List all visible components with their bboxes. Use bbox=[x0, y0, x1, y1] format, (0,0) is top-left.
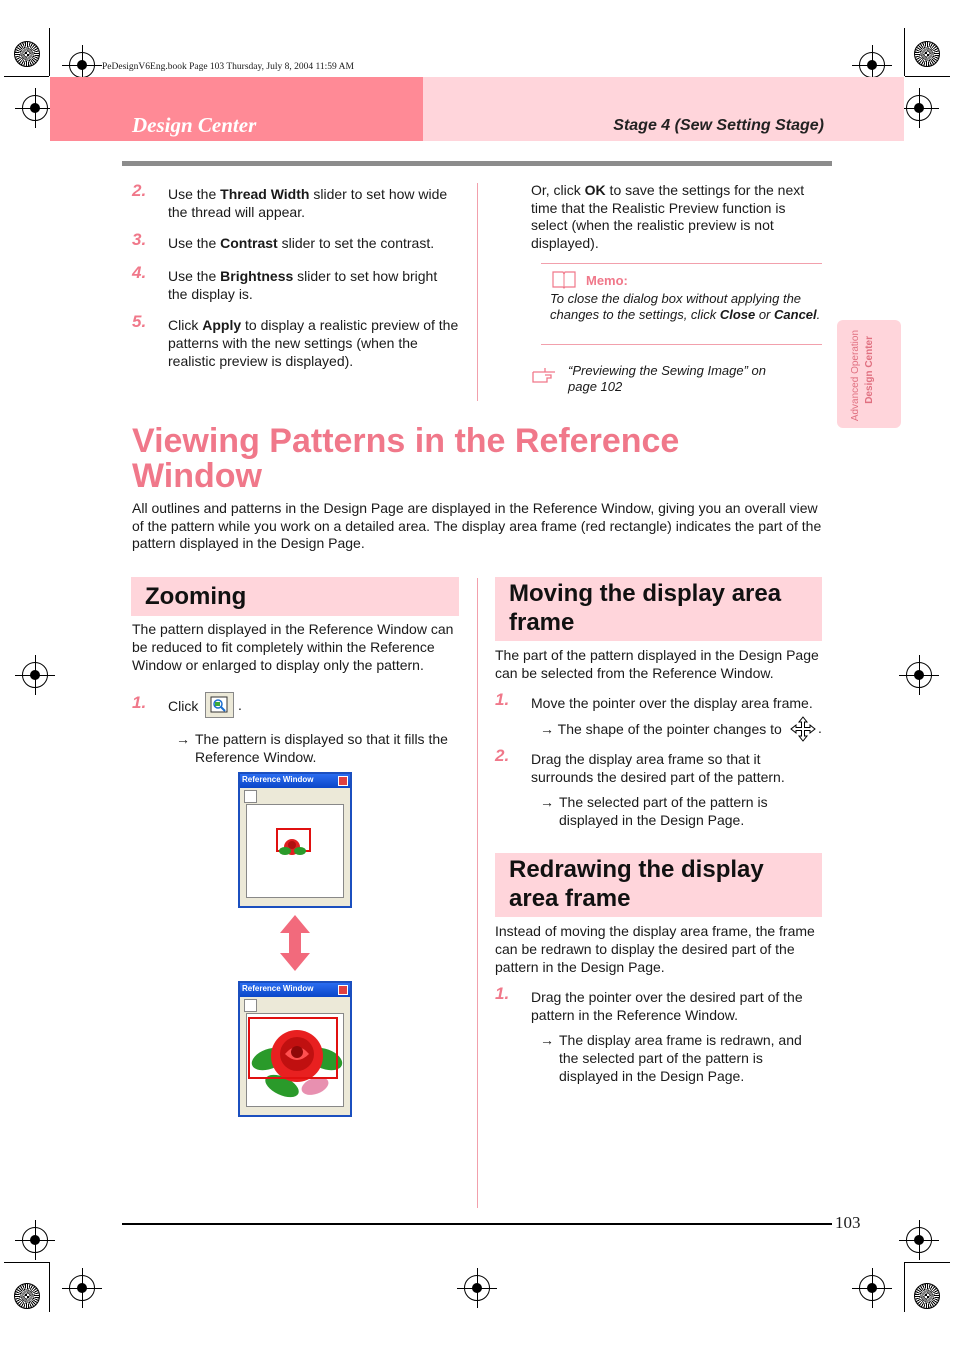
zoom-fit-icon bbox=[244, 790, 257, 803]
moving-result-1: → The shape of the pointer changes to bbox=[540, 721, 782, 737]
section-title: Moving the display area frame bbox=[509, 580, 782, 636]
ok-paragraph: Or, click OK to save the settings for the next time that the Realistic Preview function is select (when the realistic preview is not displayed). bbox=[531, 182, 805, 251]
step-number: 4. bbox=[132, 263, 147, 282]
registration-mark bbox=[22, 95, 48, 121]
section-zooming-heading bbox=[131, 577, 459, 616]
registration-mark bbox=[906, 662, 932, 688]
step-text: Move the pointer over the display area frame. bbox=[531, 695, 813, 711]
redrawing-body: Instead of moving the display area frame, the frame can be redrawn to display the desired part of the pattern in the Design Page. bbox=[495, 923, 815, 975]
moving-result-2: → The selected part of the pattern is displayed in the Design Page. bbox=[540, 794, 768, 828]
step-text: Click bbox=[168, 698, 199, 714]
moving-result-1-period: . bbox=[818, 720, 822, 736]
page-title: Viewing Patterns in the Reference Window bbox=[132, 422, 680, 495]
step-text: Click Apply to display a realistic preview of the patterns with the new settings (when the realistic preview is displayed). bbox=[168, 317, 459, 369]
registration-mark bbox=[69, 1275, 95, 1301]
zooming-result: → The pattern is displayed so that it fills the Reference Window. bbox=[176, 731, 448, 765]
page-number: 103 bbox=[835, 1213, 861, 1232]
section-redrawing-heading bbox=[495, 853, 822, 917]
moving-body: The part of the pattern displayed in the Design Page can be selected from the Reference Window. bbox=[495, 647, 819, 681]
crop-line bbox=[904, 28, 905, 76]
step-text: Drag the pointer over the desired part of the pattern in the Reference Window. bbox=[531, 989, 803, 1023]
registration-mark bbox=[906, 1227, 932, 1253]
memo-label: Memo: bbox=[586, 273, 628, 288]
step-number: 1. bbox=[495, 690, 510, 709]
step-number: 2. bbox=[132, 181, 147, 200]
reference-window-after bbox=[238, 981, 352, 1117]
window-titlebar: Reference Window bbox=[240, 983, 350, 997]
side-tab bbox=[837, 320, 901, 428]
zoom-fit-icon[interactable] bbox=[205, 692, 234, 718]
section-moving-heading bbox=[495, 577, 822, 641]
registration-mark bbox=[464, 1275, 490, 1301]
section-title: Redrawing the display area frame bbox=[509, 856, 764, 912]
registration-mark bbox=[859, 1275, 885, 1301]
registration-mark bbox=[906, 95, 932, 121]
memo-top-rule bbox=[541, 263, 822, 264]
header-section-band bbox=[50, 77, 423, 141]
crop-line bbox=[904, 1262, 905, 1312]
reference-canvas bbox=[246, 1013, 344, 1107]
redrawing-result-1: → The display area frame is redrawn, and the selected part of the pattern is displayed in the Design Page. bbox=[540, 1032, 802, 1084]
close-icon bbox=[338, 776, 348, 786]
header-stage-title: Stage 4 (Sew Setting Stage) bbox=[613, 117, 824, 134]
column-divider bbox=[477, 183, 478, 401]
registration-mark bbox=[22, 1227, 48, 1253]
crop-line bbox=[4, 76, 49, 77]
crop-line bbox=[49, 28, 50, 76]
zooming-body: The pattern displayed in the Reference Window can be reduced to fit completely within the Reference Window or enlarged to display only the pattern. bbox=[132, 621, 454, 673]
registration-sunburst-tr bbox=[914, 41, 940, 67]
reference-hand-icon bbox=[531, 366, 557, 389]
crop-line bbox=[49, 1262, 50, 1312]
section-title: Zooming bbox=[145, 583, 247, 610]
column-divider bbox=[477, 578, 478, 1208]
bottom-rule bbox=[122, 1223, 832, 1225]
window-titlebar: Reference Window bbox=[240, 774, 350, 788]
registration-mark bbox=[22, 662, 48, 688]
step-number: 3. bbox=[132, 230, 147, 249]
reference-link[interactable]: “Previewing the Sewing Image” on page 102 bbox=[568, 363, 766, 394]
zoom-fit-icon bbox=[244, 999, 257, 1012]
reference-canvas bbox=[246, 804, 344, 898]
step-text: Use the Contrast slider to set the contrast. bbox=[168, 235, 435, 251]
registration-mark bbox=[69, 52, 95, 78]
double-arrow-icon bbox=[278, 913, 312, 978]
step-number: 1. bbox=[132, 693, 147, 712]
intro-paragraph: All outlines and patterns in the Design Page are displayed in the Reference Window, giving you an overall view of the pattern while you work on a detailed area. The display area frame (red rectangle) indicates the part of the pattern displayed in the Design Page. bbox=[132, 500, 822, 551]
side-tab-line1: Advanced Operation bbox=[850, 330, 861, 422]
step-text: Use the Thread Width slider to set how wide the thread will appear. bbox=[168, 186, 448, 220]
crop-line bbox=[4, 1262, 49, 1263]
step-number: 1. bbox=[495, 984, 510, 1003]
step-number: 5. bbox=[132, 312, 147, 331]
move-pointer-icon bbox=[790, 716, 816, 747]
crop-line bbox=[905, 1262, 950, 1263]
step-text: Drag the display area frame so that it surrounds the desired part of the pattern. bbox=[531, 751, 785, 785]
side-tab-line2: Design Center bbox=[864, 336, 875, 404]
reference-window-before bbox=[238, 772, 352, 908]
zooming-step-period: . bbox=[238, 697, 242, 713]
top-rule bbox=[122, 161, 832, 166]
registration-sunburst-bl bbox=[14, 1283, 40, 1309]
crop-line bbox=[905, 76, 950, 77]
step-text: Use the Brightness slider to set how bright the display is. bbox=[168, 268, 438, 302]
close-icon bbox=[338, 985, 348, 995]
header-stage-band bbox=[423, 77, 904, 141]
header-section-title: Design Center bbox=[132, 113, 257, 137]
memo-text: To close the dialog box without applying the changes to the settings, click Close or Cancel. bbox=[550, 291, 821, 322]
step-number: 2. bbox=[495, 746, 510, 765]
registration-mark bbox=[859, 52, 885, 78]
memo-bottom-rule bbox=[541, 344, 822, 345]
print-meta-line: PeDesignV6Eng.book Page 103 Thursday, July 8, 2004 11:59 AM bbox=[102, 62, 354, 72]
registration-sunburst-tl bbox=[14, 41, 40, 67]
registration-sunburst-br bbox=[914, 1283, 940, 1309]
